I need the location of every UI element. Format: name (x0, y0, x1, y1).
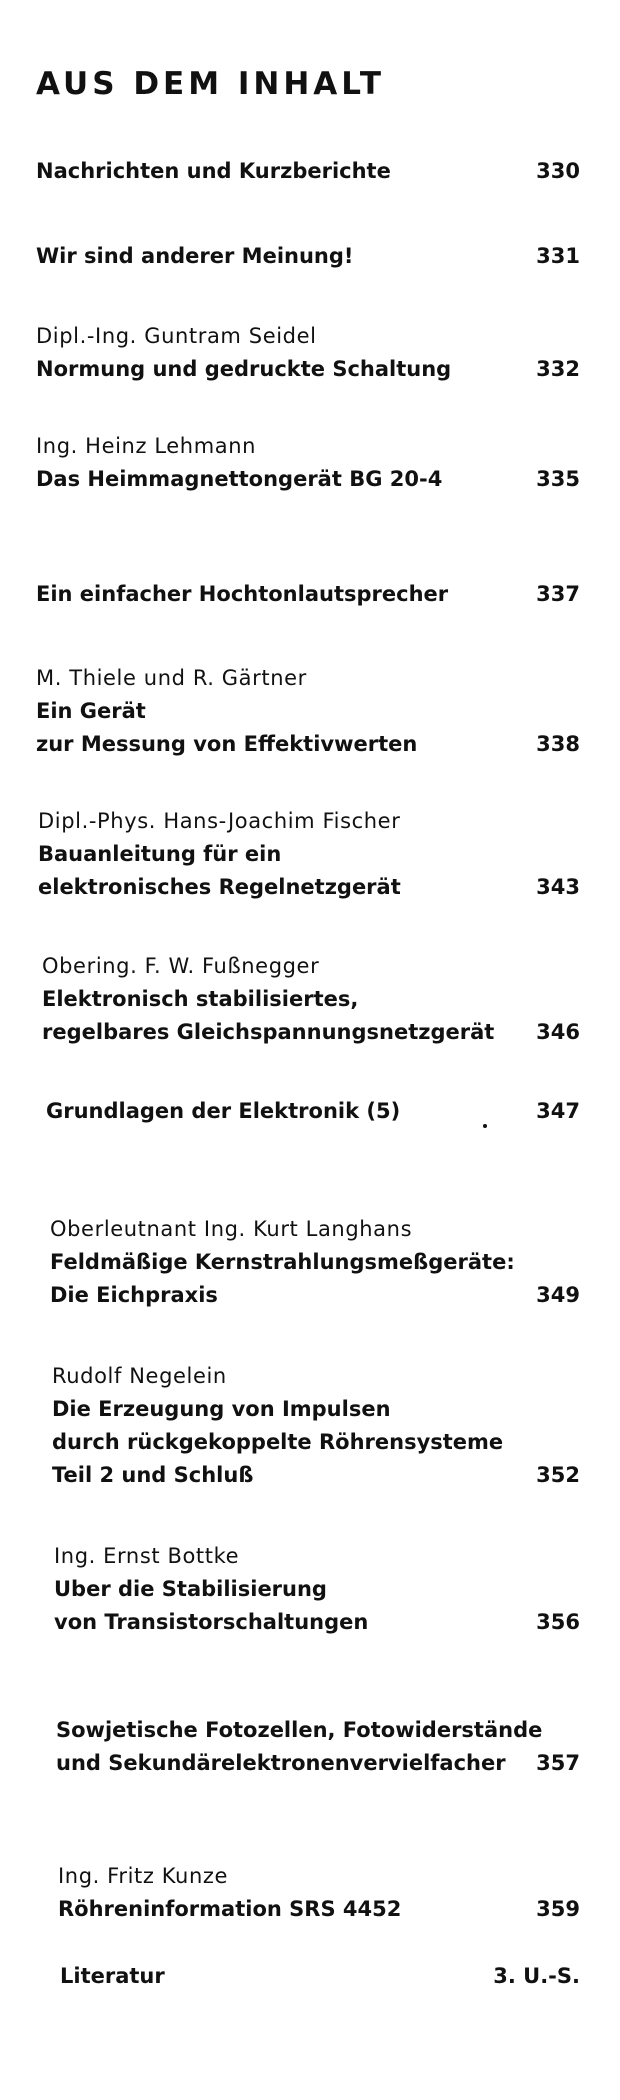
toc-title-line: Das Heimmagnettongerät BG 20-4 (36, 467, 443, 491)
toc-title-line: Uber die Stabilisierung (54, 1577, 327, 1601)
toc-entry (36, 320, 580, 386)
toc-heading: AUS DEM INHALT (36, 66, 386, 102)
toc-page-number: 335 (536, 467, 580, 491)
toc-author: Obering. F. W. Fußnegger (42, 954, 320, 978)
toc-page-number: 356 (536, 1610, 580, 1634)
toc-title-line: Elektronisch stabilisiertes, (42, 987, 359, 1011)
toc-page-number: 359 (536, 1897, 580, 1921)
toc-entry (60, 1960, 580, 1993)
toc-title-line: Ein einfacher Hochtonlautsprecher (36, 582, 449, 606)
toc-title-line: Ein Gerät (36, 699, 146, 723)
toc-title-line: Feldmäßige Kernstrahlungsmeßgeräte: (50, 1250, 515, 1274)
stray-dot (483, 1124, 487, 1128)
toc-title-line: Röhreninformation SRS 4452 (58, 1897, 402, 1921)
toc-title-line: Wir sind anderer Meinung! (36, 244, 354, 268)
toc-title-line: Literatur (60, 1964, 165, 1988)
toc-page-number: 357 (536, 1751, 580, 1775)
toc-entry (36, 155, 580, 188)
toc-title-line: Die Erzeugung von Impulsen (52, 1397, 391, 1421)
toc-title-line: durch rückgekoppelte Röhrensysteme (52, 1430, 504, 1454)
toc-page-number: 343 (536, 875, 580, 899)
toc-entry (46, 1095, 580, 1128)
toc-entry (36, 240, 580, 273)
toc-page-number: 347 (536, 1099, 580, 1123)
toc-author: Ing. Ernst Bottke (54, 1544, 240, 1568)
toc-entry (38, 805, 580, 904)
toc-entry (42, 950, 580, 1049)
toc-title-line: Teil 2 und Schluß (52, 1463, 254, 1487)
toc-page-number: 349 (536, 1283, 580, 1307)
toc-title-line: und Sekundärelektronenvervielfacher (56, 1751, 506, 1775)
toc-title-line: regelbares Gleichspannungsnetzgerät (42, 1020, 495, 1044)
toc-entry (36, 430, 580, 496)
toc-title-line: Bauanleitung für ein (38, 842, 282, 866)
toc-author: Dipl.-Ing. Guntram Seidel (36, 324, 317, 348)
toc-title-line: Grundlagen der Elektronik (5) (46, 1099, 401, 1123)
toc-page-number: 330 (536, 159, 580, 183)
toc-page-number: 331 (536, 244, 580, 268)
toc-title-line: zur Messung von Effektivwerten (36, 732, 418, 756)
toc-author: Rudolf Negelein (52, 1364, 227, 1388)
toc-entry (36, 662, 580, 761)
toc-entry (52, 1360, 580, 1492)
toc-entry (36, 578, 580, 611)
toc-entry (50, 1213, 580, 1312)
toc-page-number: 332 (536, 357, 580, 381)
toc-page-number: 337 (536, 582, 580, 606)
toc-page-number: 338 (536, 732, 580, 756)
toc-title-line: von Transistorschaltungen (54, 1610, 369, 1634)
toc-author: Dipl.-Phys. Hans-Joachim Fischer (38, 809, 401, 833)
toc-title-line: Die Eichpraxis (50, 1283, 218, 1307)
toc-title-line: elektronisches Regelnetzgerät (38, 875, 401, 899)
toc-entry (54, 1540, 580, 1639)
toc-author: Ing. Heinz Lehmann (36, 434, 257, 458)
toc-title-line: Sowjetische Fotozellen, Fotowiderstände (56, 1718, 543, 1742)
toc-title-line: Nachrichten und Kurzberichte (36, 159, 391, 183)
toc-page-number: 352 (536, 1463, 580, 1487)
toc-entry (56, 1714, 580, 1780)
toc-author: Oberleutnant Ing. Kurt Langhans (50, 1217, 413, 1241)
toc-author: M. Thiele und R. Gärtner (36, 666, 307, 690)
toc-title-line: Normung und gedruckte Schaltung (36, 357, 452, 381)
toc-author: Ing. Fritz Kunze (58, 1864, 229, 1888)
toc-page-number: 346 (536, 1020, 580, 1044)
toc-entry (58, 1860, 580, 1926)
toc-page-number: 3. U.-S. (493, 1964, 580, 1988)
